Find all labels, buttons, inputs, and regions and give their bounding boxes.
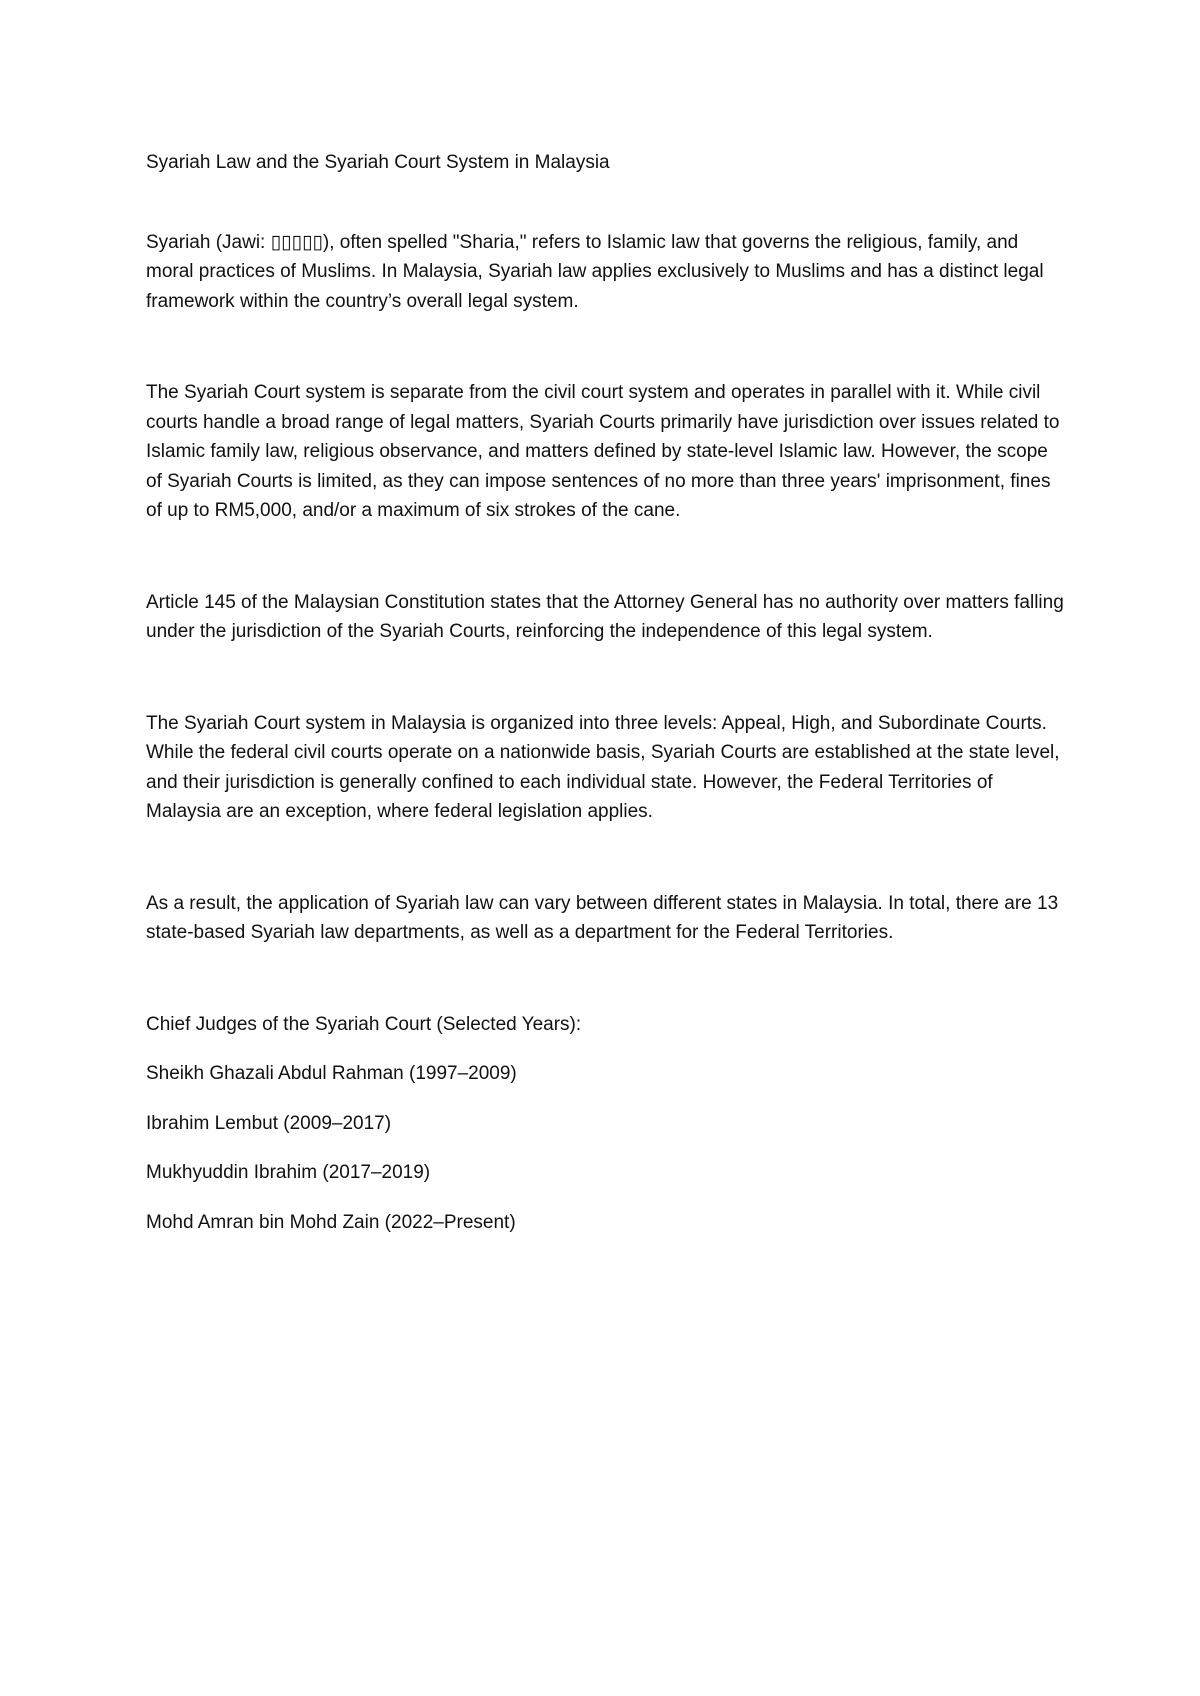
paragraph-court-system: The Syariah Court system is separate from the civil court system and operates in parallel with it. While civil courts handle a broad range of legal matters, Syariah Courts primarily have jurisdiction over issues related to Islamic family law, religious observance, and matters defined by state-level Islamic law. However, the scope of Syariah Courts is limited, as they can impose sentences of no more than three years' imprisonment, fines of up to RM5,000, and/or a maximum of six strokes of the cane. — [146, 382, 1060, 521]
document-body — [146, 148, 1066, 1257]
paragraph-court-levels: The Syariah Court system in Malaysia is organized into three levels: Appeal, High, and Subordinate Courts. While the federal civil courts operate on a nationwide basis, Syariah Courts are established at the state level, and their jurisdiction is generally confined to each individual state. However, the Federal Territories of Malaysia are an exception, where federal legislation applies. — [146, 712, 1060, 822]
list-item: Mukhyuddin Ibrahim (2017–2019) — [146, 1162, 431, 1183]
chief-judges-heading: Chief Judges of the Syariah Court (Selected Years): — [146, 1013, 582, 1035]
list-item: Ibrahim Lembut (2009–2017) — [146, 1112, 392, 1134]
list-item: Mohd Amran bin Mohd Zain (2022–Present) — [146, 1211, 516, 1233]
paragraph-article-145: Article 145 of the Malaysian Constitution states that the Attorney General has no authority over matters falling under the jurisdiction of the Syariah Courts, reinforcing the independence of this legal system. — [146, 591, 1064, 642]
document-title: Syariah Law and the Syariah Court System in Malaysia — [146, 152, 610, 173]
paragraph-syariah-definition: Syariah (Jawi: ▯▯▯▯▯), often spelled "Sharia," refers to Islamic law that governs the religious, family, and moral practices of Muslims. In Malaysia, Syariah law applies exclusively to Muslims and has a distinct legal framework within the country’s overall legal system. — [146, 231, 1044, 312]
list-item: Sheikh Ghazali Abdul Rahman (1997–2009) — [146, 1063, 517, 1084]
paragraph-state-variation: As a result, the application of Syariah law can vary between different states in Malaysia. In total, there are 13 state-based Syariah law departments, as well as a department for the Federal Territories. — [146, 892, 1059, 943]
